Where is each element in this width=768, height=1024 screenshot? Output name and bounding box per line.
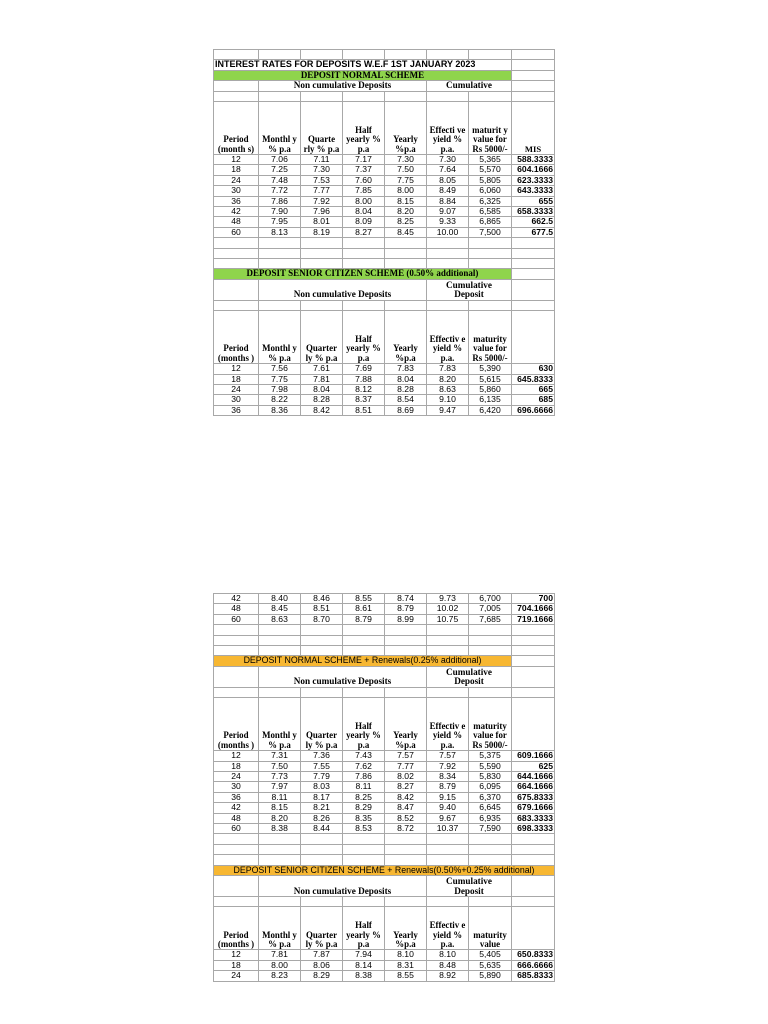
col-header: Quarter ly % p.a bbox=[301, 698, 343, 751]
table-cell: 7.53 bbox=[301, 175, 343, 185]
table-cell: 7.62 bbox=[343, 761, 385, 771]
table-cell: 48 bbox=[214, 604, 259, 614]
table-cell: 7.85 bbox=[343, 186, 385, 196]
table-cell: 8.40 bbox=[259, 594, 301, 604]
table-cell: 30 bbox=[214, 186, 259, 196]
table-cell: 8.63 bbox=[427, 385, 469, 395]
page-title: INTEREST RATES FOR DEPOSITS W.E.F 1ST JANUARY 2023 bbox=[214, 60, 512, 70]
mis-cell: 625 bbox=[512, 761, 555, 771]
table-cell: 8.20 bbox=[385, 207, 427, 217]
table-cell: 7.55 bbox=[301, 761, 343, 771]
rows-section-1 bbox=[214, 364, 555, 416]
col-header: Monthl y % p.a bbox=[259, 698, 301, 751]
mis-cell: 662.5 bbox=[512, 217, 555, 227]
table-cell: 8.22 bbox=[259, 395, 301, 405]
table-cell: 7,685 bbox=[469, 614, 512, 624]
table-row bbox=[214, 782, 555, 792]
table-cell: 7.92 bbox=[427, 761, 469, 771]
col-header: Period (months ) bbox=[214, 907, 259, 950]
table-cell: 8.06 bbox=[301, 960, 343, 970]
table-cell: 7.83 bbox=[385, 364, 427, 374]
table-cell: 18 bbox=[214, 761, 259, 771]
table-cell: 18 bbox=[214, 960, 259, 970]
table-cell: 6,935 bbox=[469, 813, 512, 823]
table-cell: 5,405 bbox=[469, 950, 512, 960]
table-row bbox=[214, 604, 555, 614]
table-row bbox=[214, 364, 555, 374]
table-cell: 8.12 bbox=[343, 385, 385, 395]
table-cell: 8.20 bbox=[259, 813, 301, 823]
banner-senior-renewals: DEPOSIT SENIOR CITIZEN SCHEME + Renewals(0.50%+0.25% additional) bbox=[214, 865, 555, 875]
group-cumulative: Cumulative Deposit bbox=[427, 666, 512, 687]
table-cell: 8.29 bbox=[343, 803, 385, 813]
table-cell: 24 bbox=[214, 175, 259, 185]
rates-sheet-page-1 bbox=[213, 49, 554, 416]
table-cell: 8.25 bbox=[385, 217, 427, 227]
table-cell: 5,890 bbox=[469, 971, 512, 981]
mis-cell: 650.8333 bbox=[512, 950, 555, 960]
table-row bbox=[214, 175, 555, 185]
table-cell: 7.43 bbox=[343, 751, 385, 761]
table-cell: 8.44 bbox=[301, 824, 343, 834]
table-cell: 8.11 bbox=[343, 782, 385, 792]
table-cell: 8.19 bbox=[301, 227, 343, 237]
mis-cell: 664.1666 bbox=[512, 782, 555, 792]
col-header: maturity value for Rs 5000/- bbox=[469, 698, 512, 751]
mis-cell: 665 bbox=[512, 385, 555, 395]
table-cell: 8.79 bbox=[385, 604, 427, 614]
mis-cell: 700 bbox=[512, 594, 555, 604]
col-header: Period (months ) bbox=[214, 311, 259, 364]
table-cell: 5,860 bbox=[469, 385, 512, 395]
table-cell: 5,390 bbox=[469, 364, 512, 374]
table-cell: 8.47 bbox=[385, 803, 427, 813]
table-cell: 8.00 bbox=[385, 186, 427, 196]
table-cell: 7.61 bbox=[301, 364, 343, 374]
table-cell: 8.23 bbox=[259, 971, 301, 981]
table-cell: 7.11 bbox=[301, 155, 343, 165]
table-cell: 8.25 bbox=[343, 792, 385, 802]
table-cell: 7.50 bbox=[259, 761, 301, 771]
table-cell: 6,060 bbox=[469, 186, 512, 196]
table-cell: 8.51 bbox=[343, 405, 385, 415]
table-row bbox=[214, 395, 555, 405]
table-cell: 42 bbox=[214, 803, 259, 813]
mis-cell: 685.8333 bbox=[512, 971, 555, 981]
mis-cell: 666.6666 bbox=[512, 960, 555, 970]
rows-section-1-continued bbox=[214, 594, 555, 625]
table-cell: 7.94 bbox=[343, 950, 385, 960]
table-cell: 7.57 bbox=[385, 751, 427, 761]
col-header: maturity value bbox=[469, 907, 512, 950]
table-row bbox=[214, 792, 555, 802]
table-cell: 60 bbox=[214, 227, 259, 237]
col-header: Half yearly % p.a bbox=[343, 698, 385, 751]
col-header: Effectiv e yield % p.a. bbox=[427, 698, 469, 751]
table-cell: 7.17 bbox=[343, 155, 385, 165]
table-row bbox=[214, 207, 555, 217]
table-row bbox=[214, 960, 555, 970]
table-cell: 9.73 bbox=[427, 594, 469, 604]
table-cell: 6,865 bbox=[469, 217, 512, 227]
table-cell: 8.49 bbox=[427, 186, 469, 196]
table-cell: 7.56 bbox=[259, 364, 301, 374]
col-header: Quarter ly % p.a bbox=[301, 311, 343, 364]
table-cell: 12 bbox=[214, 950, 259, 960]
table-row bbox=[214, 385, 555, 395]
table-cell: 7.95 bbox=[259, 217, 301, 227]
col-header: Half yearly % p.a bbox=[343, 311, 385, 364]
table-cell: 8.27 bbox=[385, 782, 427, 792]
col-header: Half yearly % p.a bbox=[343, 102, 385, 155]
table-cell: 12 bbox=[214, 155, 259, 165]
table-cell: 7.57 bbox=[427, 751, 469, 761]
group-cumulative: Cumulative bbox=[427, 81, 512, 91]
col-header: Yearly %p.a bbox=[385, 102, 427, 155]
table-cell: 8.17 bbox=[301, 792, 343, 802]
table-cell: 7,590 bbox=[469, 824, 512, 834]
table-cell: 8.04 bbox=[385, 374, 427, 384]
table-cell: 7.88 bbox=[343, 374, 385, 384]
table-cell: 7.90 bbox=[259, 207, 301, 217]
table-cell: 9.40 bbox=[427, 803, 469, 813]
table-cell: 8.05 bbox=[427, 175, 469, 185]
table-row bbox=[214, 374, 555, 384]
mis-cell: 604.1666 bbox=[512, 165, 555, 175]
table-cell: 8.99 bbox=[385, 614, 427, 624]
table-cell: 8.46 bbox=[301, 594, 343, 604]
col-header: maturit y value for Rs 5000/- bbox=[469, 102, 512, 155]
table-cell: 8.48 bbox=[427, 960, 469, 970]
table-cell: 7.77 bbox=[301, 186, 343, 196]
table-cell: 8.92 bbox=[427, 971, 469, 981]
table-cell: 6,095 bbox=[469, 782, 512, 792]
table-cell: 5,365 bbox=[469, 155, 512, 165]
col-header: maturity value for Rs 5000/- bbox=[469, 311, 512, 364]
table-cell: 8.35 bbox=[343, 813, 385, 823]
table-cell: 8.03 bbox=[301, 782, 343, 792]
table-cell: 8.04 bbox=[343, 207, 385, 217]
table-cell: 5,805 bbox=[469, 175, 512, 185]
mis-cell: 630 bbox=[512, 364, 555, 374]
rows-section-3 bbox=[214, 950, 555, 981]
mis-cell: 588.3333 bbox=[512, 155, 555, 165]
table-cell: 9.47 bbox=[427, 405, 469, 415]
table-cell: 8.55 bbox=[385, 971, 427, 981]
rows-section-2 bbox=[214, 751, 555, 834]
table-row bbox=[214, 824, 555, 834]
table-cell: 7.86 bbox=[259, 196, 301, 206]
table-cell: 7.50 bbox=[385, 165, 427, 175]
table-cell: 7.97 bbox=[259, 782, 301, 792]
table-cell: 8.52 bbox=[385, 813, 427, 823]
table-cell: 8.37 bbox=[343, 395, 385, 405]
table-cell: 7.92 bbox=[301, 196, 343, 206]
col-header: Effectiv e yield % p.a. bbox=[427, 311, 469, 364]
col-header: Effectiv e yield % p.a. bbox=[427, 907, 469, 950]
group-noncumulative: Non cumulative Deposits bbox=[259, 666, 427, 687]
group-noncumulative: Non cumulative Deposits bbox=[259, 81, 427, 91]
table-cell: 8.53 bbox=[343, 824, 385, 834]
table-cell: 8.51 bbox=[301, 604, 343, 614]
table-cell: 8.61 bbox=[343, 604, 385, 614]
table-cell: 7.64 bbox=[427, 165, 469, 175]
table-row bbox=[214, 971, 555, 981]
table-cell: 7.30 bbox=[427, 155, 469, 165]
group-noncumulative: Non cumulative Deposits bbox=[259, 279, 427, 300]
table-cell: 8.15 bbox=[259, 803, 301, 813]
table-cell: 8.09 bbox=[343, 217, 385, 227]
table-cell: 48 bbox=[214, 217, 259, 227]
col-header: Period (months ) bbox=[214, 698, 259, 751]
table-cell: 8.72 bbox=[385, 824, 427, 834]
table-cell: 9.10 bbox=[427, 395, 469, 405]
col-header: Effecti ve yield % p.a. bbox=[427, 102, 469, 155]
table-cell: 7.81 bbox=[259, 950, 301, 960]
table-cell: 9.07 bbox=[427, 207, 469, 217]
table-cell: 8.42 bbox=[385, 792, 427, 802]
table-cell: 7.25 bbox=[259, 165, 301, 175]
mis-cell: 658.3333 bbox=[512, 207, 555, 217]
group-cumulative: Cumulative Deposit bbox=[427, 876, 512, 897]
table-cell: 7.79 bbox=[301, 772, 343, 782]
table-cell: 7.36 bbox=[301, 751, 343, 761]
table-cell: 8.00 bbox=[343, 196, 385, 206]
table-cell: 8.26 bbox=[301, 813, 343, 823]
table-cell: 8.55 bbox=[343, 594, 385, 604]
table-cell: 8.79 bbox=[427, 782, 469, 792]
mis-cell: 698.3333 bbox=[512, 824, 555, 834]
table-cell: 7.87 bbox=[301, 950, 343, 960]
table-cell: 7.30 bbox=[385, 155, 427, 165]
table-row bbox=[214, 761, 555, 771]
table-cell: 7.86 bbox=[343, 772, 385, 782]
mis-cell: 719.1666 bbox=[512, 614, 555, 624]
table-cell: 8.10 bbox=[427, 950, 469, 960]
table-cell: 7.60 bbox=[343, 175, 385, 185]
col-header: Yearly %p.a bbox=[385, 311, 427, 364]
table-cell: 9.15 bbox=[427, 792, 469, 802]
table-cell: 8.38 bbox=[259, 824, 301, 834]
table-cell: 8.20 bbox=[427, 374, 469, 384]
table-cell: 18 bbox=[214, 165, 259, 175]
table-cell: 7.69 bbox=[343, 364, 385, 374]
table-cell: 8.36 bbox=[259, 405, 301, 415]
table-cell: 8.70 bbox=[301, 614, 343, 624]
table-cell: 36 bbox=[214, 792, 259, 802]
table-cell: 8.21 bbox=[301, 803, 343, 813]
banner-normal-scheme: DEPOSIT NORMAL SCHEME bbox=[214, 70, 512, 80]
table-cell: 8.38 bbox=[343, 971, 385, 981]
col-header: Period (month s) bbox=[214, 102, 259, 155]
table-cell: 10.37 bbox=[427, 824, 469, 834]
table-cell: 8.13 bbox=[259, 227, 301, 237]
table-cell: 5,635 bbox=[469, 960, 512, 970]
table-cell: 7,005 bbox=[469, 604, 512, 614]
table-cell: 5,570 bbox=[469, 165, 512, 175]
table-cell: 12 bbox=[214, 751, 259, 761]
table-cell: 42 bbox=[214, 594, 259, 604]
table-row bbox=[214, 772, 555, 782]
table-cell: 8.42 bbox=[301, 405, 343, 415]
table-cell: 5,375 bbox=[469, 751, 512, 761]
table-cell: 8.69 bbox=[385, 405, 427, 415]
col-header: Half yearly % p.a bbox=[343, 907, 385, 950]
mis-cell: 655 bbox=[512, 196, 555, 206]
table-cell: 6,135 bbox=[469, 395, 512, 405]
col-header: Monthl y % p.a bbox=[259, 907, 301, 950]
table-cell: 8.63 bbox=[259, 614, 301, 624]
table-cell: 7.77 bbox=[385, 761, 427, 771]
table-cell: 8.01 bbox=[301, 217, 343, 227]
table-cell: 9.33 bbox=[427, 217, 469, 227]
table-cell: 8.31 bbox=[385, 960, 427, 970]
table-cell: 60 bbox=[214, 614, 259, 624]
banner-normal-renewals: DEPOSIT NORMAL SCHEME + Renewals(0.25% additional) bbox=[214, 656, 512, 666]
table-cell: 12 bbox=[214, 364, 259, 374]
table-cell: 10.00 bbox=[427, 227, 469, 237]
table-cell: 36 bbox=[214, 405, 259, 415]
table-cell: 5,590 bbox=[469, 761, 512, 771]
table-cell: 8.34 bbox=[427, 772, 469, 782]
mis-cell: 685 bbox=[512, 395, 555, 405]
col-header: Monthl y % p.a bbox=[259, 102, 301, 155]
table-row bbox=[214, 186, 555, 196]
table-cell: 9.67 bbox=[427, 813, 469, 823]
table-row bbox=[214, 751, 555, 761]
table-cell: 7.83 bbox=[427, 364, 469, 374]
table-cell: 6,700 bbox=[469, 594, 512, 604]
table-cell: 7.48 bbox=[259, 175, 301, 185]
table-cell: 5,615 bbox=[469, 374, 512, 384]
col-header: Yearly %p.a bbox=[385, 907, 427, 950]
table-cell: 7.37 bbox=[343, 165, 385, 175]
table-cell: 6,585 bbox=[469, 207, 512, 217]
col-header: Yearly %p.a bbox=[385, 698, 427, 751]
table-cell: 8.79 bbox=[343, 614, 385, 624]
table-row bbox=[214, 196, 555, 206]
table-cell: 8.28 bbox=[385, 385, 427, 395]
table-cell: 7,500 bbox=[469, 227, 512, 237]
table-cell: 8.74 bbox=[385, 594, 427, 604]
table-cell: 8.11 bbox=[259, 792, 301, 802]
table-cell: 8.00 bbox=[259, 960, 301, 970]
rates-table-2 bbox=[213, 593, 555, 982]
table-row bbox=[214, 155, 555, 165]
table-cell: 8.45 bbox=[385, 227, 427, 237]
table-cell: 8.84 bbox=[427, 196, 469, 206]
table-cell: 7.81 bbox=[301, 374, 343, 384]
table-cell: 8.27 bbox=[343, 227, 385, 237]
table-cell: 6,420 bbox=[469, 405, 512, 415]
table-row bbox=[214, 405, 555, 415]
mis-cell: 696.6666 bbox=[512, 405, 555, 415]
table-row bbox=[214, 227, 555, 237]
table-cell: 42 bbox=[214, 207, 259, 217]
table-cell: 18 bbox=[214, 374, 259, 384]
table-cell: 7.75 bbox=[259, 374, 301, 384]
group-cumulative: Cumulative Deposit bbox=[427, 279, 512, 300]
table-cell: 10.75 bbox=[427, 614, 469, 624]
mis-cell: 643.3333 bbox=[512, 186, 555, 196]
table-cell: 7.73 bbox=[259, 772, 301, 782]
table-cell: 6,370 bbox=[469, 792, 512, 802]
table-cell: 8.10 bbox=[385, 950, 427, 960]
mis-cell: 704.1666 bbox=[512, 604, 555, 614]
table-cell: 48 bbox=[214, 813, 259, 823]
rates-table-1 bbox=[213, 49, 555, 416]
mis-cell: 677.5 bbox=[512, 227, 555, 237]
mis-cell: 683.3333 bbox=[512, 813, 555, 823]
table-cell: 8.14 bbox=[343, 960, 385, 970]
col-header-mis: MIS bbox=[512, 102, 555, 155]
col-header: Monthl y % p.a bbox=[259, 311, 301, 364]
table-cell: 7.98 bbox=[259, 385, 301, 395]
table-cell: 24 bbox=[214, 971, 259, 981]
table-cell: 30 bbox=[214, 395, 259, 405]
mis-cell: 675.8333 bbox=[512, 792, 555, 802]
table-cell: 8.29 bbox=[301, 971, 343, 981]
table-cell: 60 bbox=[214, 824, 259, 834]
table-row bbox=[214, 803, 555, 813]
table-row bbox=[214, 950, 555, 960]
table-cell: 7.31 bbox=[259, 751, 301, 761]
table-cell: 7.30 bbox=[301, 165, 343, 175]
table-row bbox=[214, 165, 555, 175]
table-cell: 8.28 bbox=[301, 395, 343, 405]
table-cell: 8.04 bbox=[301, 385, 343, 395]
table-row bbox=[214, 614, 555, 624]
table-cell: 7.72 bbox=[259, 186, 301, 196]
col-header: Quarter ly % p.a bbox=[301, 907, 343, 950]
table-cell: 36 bbox=[214, 196, 259, 206]
table-cell: 7.96 bbox=[301, 207, 343, 217]
table-cell: 30 bbox=[214, 782, 259, 792]
table-row bbox=[214, 594, 555, 604]
table-cell: 10.02 bbox=[427, 604, 469, 614]
col-header: Quarte rly % p.a bbox=[301, 102, 343, 155]
table-cell: 24 bbox=[214, 772, 259, 782]
table-cell: 8.45 bbox=[259, 604, 301, 614]
table-cell: 6,645 bbox=[469, 803, 512, 813]
rows-section-0 bbox=[214, 155, 555, 238]
banner-senior-citizen: DEPOSIT SENIOR CITIZEN SCHEME (0.50% additional) bbox=[214, 269, 512, 279]
group-noncumulative: Non cumulative Deposits bbox=[259, 876, 427, 897]
table-cell: 7.06 bbox=[259, 155, 301, 165]
table-cell: 8.02 bbox=[385, 772, 427, 782]
mis-cell: 645.8333 bbox=[512, 374, 555, 384]
table-cell: 5,830 bbox=[469, 772, 512, 782]
table-row bbox=[214, 217, 555, 227]
mis-cell: 609.1666 bbox=[512, 751, 555, 761]
table-cell: 24 bbox=[214, 385, 259, 395]
mis-cell: 644.1666 bbox=[512, 772, 555, 782]
table-row bbox=[214, 813, 555, 823]
table-cell: 6,325 bbox=[469, 196, 512, 206]
mis-cell: 679.1666 bbox=[512, 803, 555, 813]
rates-sheet-page-2 bbox=[213, 593, 554, 982]
table-cell: 7.75 bbox=[385, 175, 427, 185]
mis-cell: 623.3333 bbox=[512, 175, 555, 185]
table-cell: 8.54 bbox=[385, 395, 427, 405]
table-cell: 8.15 bbox=[385, 196, 427, 206]
